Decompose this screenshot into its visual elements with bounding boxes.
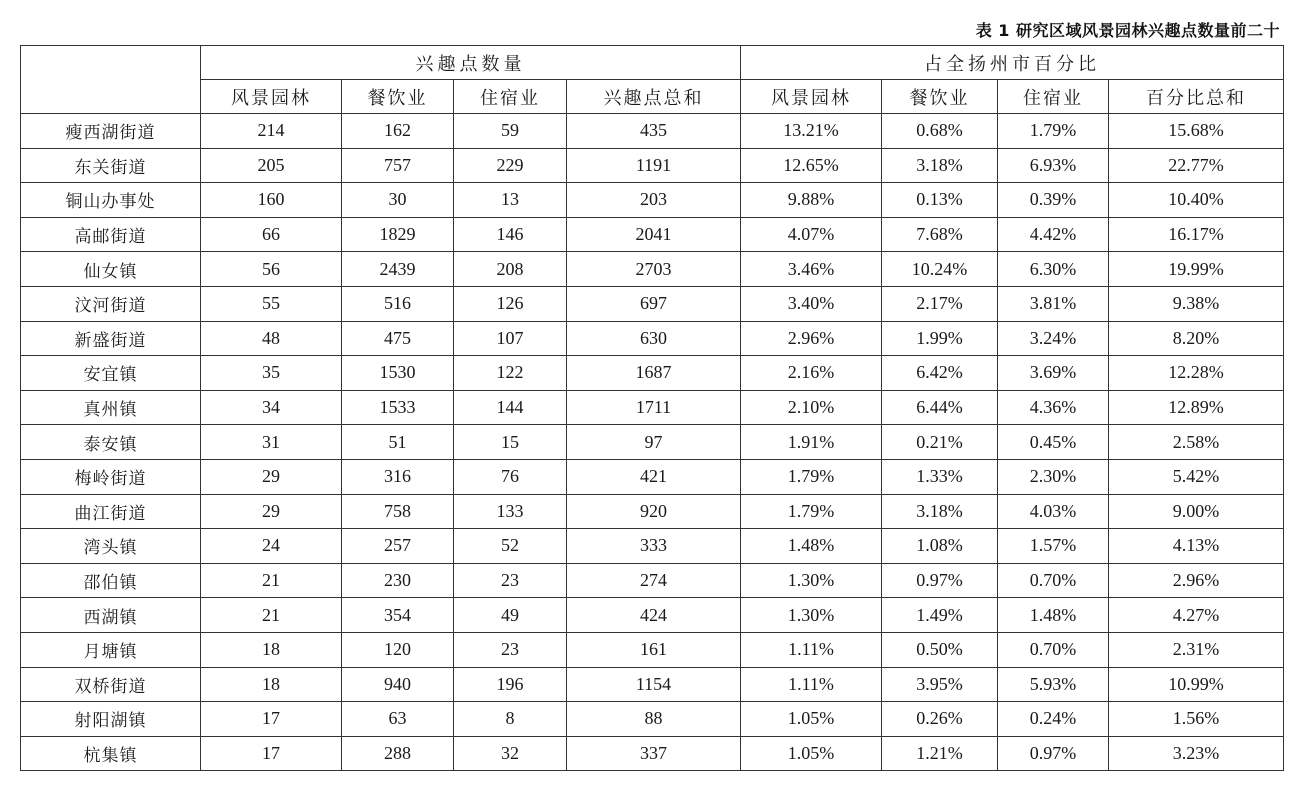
table-cell: 18 xyxy=(201,667,342,702)
table-cell: 22.77% xyxy=(1109,148,1284,183)
column-header: 兴趣点总和 xyxy=(567,80,741,114)
row-label: 泰安镇 xyxy=(21,425,201,460)
table-cell: 2.31% xyxy=(1109,632,1284,667)
table-cell: 31 xyxy=(201,425,342,460)
table-cell: 23 xyxy=(454,563,567,598)
table-cell: 120 xyxy=(342,632,454,667)
table-cell: 10.40% xyxy=(1109,183,1284,218)
table-cell: 6.44% xyxy=(882,390,998,425)
row-label: 仙女镇 xyxy=(21,252,201,287)
table-cell: 1530 xyxy=(342,356,454,391)
table-cell: 230 xyxy=(342,563,454,598)
table-cell: 1.48% xyxy=(998,598,1109,633)
column-header: 餐饮业 xyxy=(342,80,454,114)
table-cell: 21 xyxy=(201,598,342,633)
table-cell: 274 xyxy=(567,563,741,598)
table-row xyxy=(21,529,1284,564)
table-cell: 63 xyxy=(342,702,454,737)
table-cell: 162 xyxy=(342,114,454,149)
column-header: 住宿业 xyxy=(998,80,1109,114)
table-cell: 1.30% xyxy=(741,563,882,598)
table-cell: 51 xyxy=(342,425,454,460)
table-cell: 48 xyxy=(201,321,342,356)
row-label: 双桥街道 xyxy=(21,667,201,702)
row-label: 射阳湖镇 xyxy=(21,702,201,737)
table-cell: 13.21% xyxy=(741,114,882,149)
table-cell: 161 xyxy=(567,632,741,667)
table-cell: 16.17% xyxy=(1109,217,1284,252)
table-cell: 630 xyxy=(567,321,741,356)
table-row xyxy=(21,459,1284,494)
table-cell: 203 xyxy=(567,183,741,218)
table-cell: 920 xyxy=(567,494,741,529)
column-header: 餐饮业 xyxy=(882,80,998,114)
table-cell: 3.81% xyxy=(998,286,1109,321)
table-cell: 34 xyxy=(201,390,342,425)
table-row xyxy=(21,598,1284,633)
table-cell: 29 xyxy=(201,494,342,529)
table-cell: 55 xyxy=(201,286,342,321)
table-cell: 196 xyxy=(454,667,567,702)
column-header: 住宿业 xyxy=(454,80,567,114)
table-cell: 59 xyxy=(454,114,567,149)
table-cell: 757 xyxy=(342,148,454,183)
table-cell: 9.88% xyxy=(741,183,882,218)
corner-cell xyxy=(21,46,201,114)
table-cell: 2439 xyxy=(342,252,454,287)
table-cell: 13 xyxy=(454,183,567,218)
table-row xyxy=(21,286,1284,321)
table-cell: 18 xyxy=(201,632,342,667)
table-cell: 1.11% xyxy=(741,632,882,667)
table-cell: 316 xyxy=(342,459,454,494)
table-cell: 49 xyxy=(454,598,567,633)
table-cell: 1711 xyxy=(567,390,741,425)
table-cell: 1.05% xyxy=(741,702,882,737)
row-label: 高邮街道 xyxy=(21,217,201,252)
row-label: 真州镇 xyxy=(21,390,201,425)
table-cell: 3.69% xyxy=(998,356,1109,391)
table-cell: 354 xyxy=(342,598,454,633)
table-cell: 160 xyxy=(201,183,342,218)
table-cell: 1.48% xyxy=(741,529,882,564)
row-label: 新盛街道 xyxy=(21,321,201,356)
table-cell: 5.42% xyxy=(1109,459,1284,494)
table-cell: 8 xyxy=(454,702,567,737)
table-cell: 1533 xyxy=(342,390,454,425)
table-row xyxy=(21,425,1284,460)
table-body xyxy=(21,114,1284,771)
table-cell: 3.95% xyxy=(882,667,998,702)
table-cell: 9.38% xyxy=(1109,286,1284,321)
table-cell: 9.00% xyxy=(1109,494,1284,529)
table-cell: 126 xyxy=(454,286,567,321)
table-cell: 1.11% xyxy=(741,667,882,702)
table-row xyxy=(21,356,1284,391)
table-cell: 0.70% xyxy=(998,632,1109,667)
table-cell: 88 xyxy=(567,702,741,737)
table-cell: 1.49% xyxy=(882,598,998,633)
table-cell: 56 xyxy=(201,252,342,287)
table-cell: 1.79% xyxy=(741,459,882,494)
table-cell: 0.13% xyxy=(882,183,998,218)
table-cell: 288 xyxy=(342,736,454,771)
table-row xyxy=(21,667,1284,702)
table-cell: 4.42% xyxy=(998,217,1109,252)
table-cell: 8.20% xyxy=(1109,321,1284,356)
table-cell: 1.91% xyxy=(741,425,882,460)
table-cell: 29 xyxy=(201,459,342,494)
table-cell: 2.96% xyxy=(741,321,882,356)
table-cell: 516 xyxy=(342,286,454,321)
table-cell: 23 xyxy=(454,632,567,667)
table-cell: 940 xyxy=(342,667,454,702)
table-cell: 1.30% xyxy=(741,598,882,633)
table-cell: 4.13% xyxy=(1109,529,1284,564)
table-cell: 2.30% xyxy=(998,459,1109,494)
table-row xyxy=(21,702,1284,737)
table-cell: 1687 xyxy=(567,356,741,391)
row-label: 邵伯镇 xyxy=(21,563,201,598)
table-cell: 1829 xyxy=(342,217,454,252)
table-cell: 421 xyxy=(567,459,741,494)
table-cell: 337 xyxy=(567,736,741,771)
column-header: 风景园林 xyxy=(201,80,342,114)
table-cell: 15.68% xyxy=(1109,114,1284,149)
table-cell: 0.97% xyxy=(882,563,998,598)
table-cell: 12.89% xyxy=(1109,390,1284,425)
row-label: 梅岭街道 xyxy=(21,459,201,494)
table-cell: 30 xyxy=(342,183,454,218)
row-label: 湾头镇 xyxy=(21,529,201,564)
table-cell: 19.99% xyxy=(1109,252,1284,287)
row-label: 曲江街道 xyxy=(21,494,201,529)
table-cell: 4.03% xyxy=(998,494,1109,529)
table-cell: 1154 xyxy=(567,667,741,702)
table-cell: 6.42% xyxy=(882,356,998,391)
row-label: 铜山办事处 xyxy=(21,183,201,218)
column-header: 百分比总和 xyxy=(1109,80,1284,114)
poi-table xyxy=(20,45,1284,771)
table-cell: 2.96% xyxy=(1109,563,1284,598)
table-cell: 2.10% xyxy=(741,390,882,425)
table-cell: 17 xyxy=(201,736,342,771)
table-cell: 0.45% xyxy=(998,425,1109,460)
table-cell: 6.30% xyxy=(998,252,1109,287)
table-cell: 17 xyxy=(201,702,342,737)
table-cell: 7.68% xyxy=(882,217,998,252)
table-cell: 424 xyxy=(567,598,741,633)
table-caption: 表 1 研究区域风景园林兴趣点数量前二十 xyxy=(975,21,1280,40)
group-header-count: 兴趣点数量 xyxy=(201,46,741,80)
table-cell: 12.28% xyxy=(1109,356,1284,391)
table-cell: 4.07% xyxy=(741,217,882,252)
table-cell: 257 xyxy=(342,529,454,564)
table-cell: 0.24% xyxy=(998,702,1109,737)
table-cell: 2703 xyxy=(567,252,741,287)
table-cell: 5.93% xyxy=(998,667,1109,702)
table-cell: 1.33% xyxy=(882,459,998,494)
table-cell: 146 xyxy=(454,217,567,252)
table-cell: 1.57% xyxy=(998,529,1109,564)
table-cell: 35 xyxy=(201,356,342,391)
table-cell: 333 xyxy=(567,529,741,564)
row-label: 安宜镇 xyxy=(21,356,201,391)
table-row xyxy=(21,632,1284,667)
table-row xyxy=(21,494,1284,529)
table-cell: 76 xyxy=(454,459,567,494)
table-cell: 52 xyxy=(454,529,567,564)
table-row xyxy=(21,390,1284,425)
row-label: 东关街道 xyxy=(21,148,201,183)
table-cell: 12.65% xyxy=(741,148,882,183)
table-cell: 0.39% xyxy=(998,183,1109,218)
table-cell: 107 xyxy=(454,321,567,356)
table-cell: 0.97% xyxy=(998,736,1109,771)
table-cell: 10.24% xyxy=(882,252,998,287)
table-cell: 758 xyxy=(342,494,454,529)
table-cell: 1191 xyxy=(567,148,741,183)
table-row xyxy=(21,183,1284,218)
table-row xyxy=(21,321,1284,356)
table-cell: 122 xyxy=(454,356,567,391)
table-cell: 2.58% xyxy=(1109,425,1284,460)
table-row xyxy=(21,252,1284,287)
header-group-row xyxy=(21,46,1284,80)
table-cell: 4.36% xyxy=(998,390,1109,425)
row-label: 月塘镇 xyxy=(21,632,201,667)
table-cell: 3.24% xyxy=(998,321,1109,356)
row-label: 瘦西湖街道 xyxy=(21,114,201,149)
table-cell: 133 xyxy=(454,494,567,529)
table-cell: 0.70% xyxy=(998,563,1109,598)
table-cell: 205 xyxy=(201,148,342,183)
row-label: 杭集镇 xyxy=(21,736,201,771)
table-cell: 1.99% xyxy=(882,321,998,356)
header-subcolumn-row xyxy=(21,80,1284,114)
row-label: 汶河街道 xyxy=(21,286,201,321)
table-cell: 3.18% xyxy=(882,148,998,183)
table-cell: 3.18% xyxy=(882,494,998,529)
row-label: 西湖镇 xyxy=(21,598,201,633)
table-cell: 66 xyxy=(201,217,342,252)
table-row xyxy=(21,563,1284,598)
table-cell: 2.17% xyxy=(882,286,998,321)
table-cell: 0.50% xyxy=(882,632,998,667)
table-row xyxy=(21,217,1284,252)
table-cell: 144 xyxy=(454,390,567,425)
table-cell: 6.93% xyxy=(998,148,1109,183)
table-cell: 1.21% xyxy=(882,736,998,771)
table-cell: 229 xyxy=(454,148,567,183)
table-cell: 24 xyxy=(201,529,342,564)
table-cell: 4.27% xyxy=(1109,598,1284,633)
table-cell: 0.21% xyxy=(882,425,998,460)
table-row xyxy=(21,148,1284,183)
table-cell: 697 xyxy=(567,286,741,321)
column-header: 风景园林 xyxy=(741,80,882,114)
table-cell: 1.05% xyxy=(741,736,882,771)
table-cell: 32 xyxy=(454,736,567,771)
table-row xyxy=(21,114,1284,149)
table-cell: 3.23% xyxy=(1109,736,1284,771)
table-cell: 475 xyxy=(342,321,454,356)
table-cell: 214 xyxy=(201,114,342,149)
table-cell: 208 xyxy=(454,252,567,287)
table-cell: 1.08% xyxy=(882,529,998,564)
table-row xyxy=(21,736,1284,771)
table-cell: 97 xyxy=(567,425,741,460)
table-cell: 3.40% xyxy=(741,286,882,321)
table-cell: 1.79% xyxy=(998,114,1109,149)
table-cell: 3.46% xyxy=(741,252,882,287)
table-cell: 15 xyxy=(454,425,567,460)
group-header-percent: 占全扬州市百分比 xyxy=(741,46,1284,80)
table-cell: 2.16% xyxy=(741,356,882,391)
table-cell: 435 xyxy=(567,114,741,149)
table-cell: 10.99% xyxy=(1109,667,1284,702)
table-cell: 0.68% xyxy=(882,114,998,149)
table-cell: 0.26% xyxy=(882,702,998,737)
table-cell: 2041 xyxy=(567,217,741,252)
table-cell: 21 xyxy=(201,563,342,598)
table-cell: 1.79% xyxy=(741,494,882,529)
table-cell: 1.56% xyxy=(1109,702,1284,737)
